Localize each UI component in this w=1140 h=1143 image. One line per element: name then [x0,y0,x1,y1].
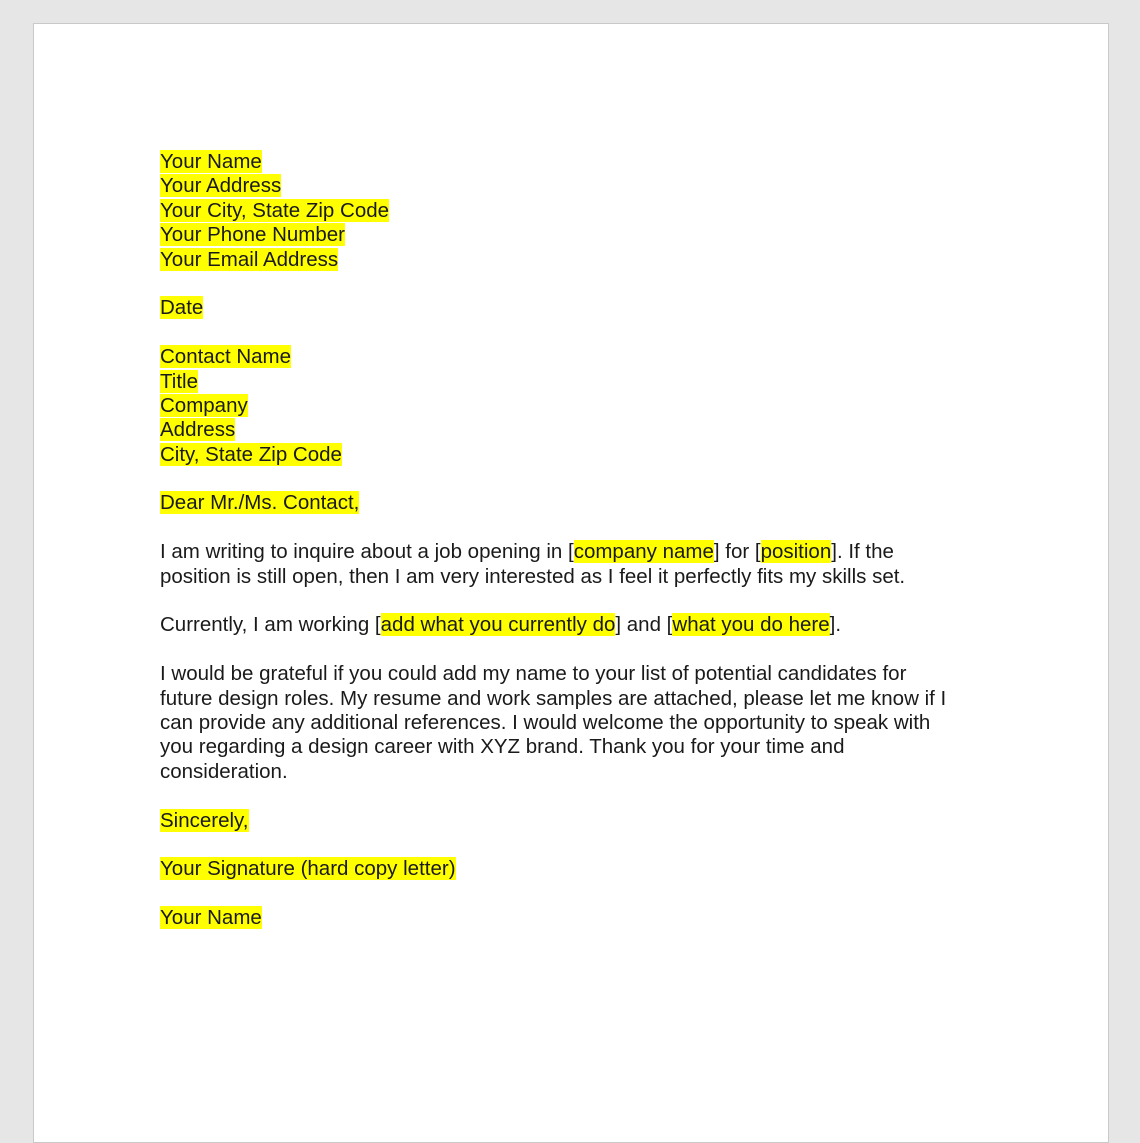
sender-phone-line [160,223,990,247]
sender-email: Your Email Address [160,247,339,271]
paragraph2-line [160,613,990,637]
spacer [160,833,990,857]
paragraph3-line: you regarding a design career with XYZ brand. Thank you for your time and [160,735,845,759]
spacer [160,467,990,491]
paragraph2-text-c: ]. [829,613,842,637]
sender-address-line [160,174,990,198]
signature: Your Signature (hard copy letter) [160,857,456,881]
placeholder-position: position [760,540,832,564]
recipient-company: Company [160,393,248,417]
recipient-title-line [160,370,990,394]
sender-address: Your Address [160,174,282,198]
signoff-name: Your Name [160,906,262,930]
paragraph1-text-c: ]. If the [831,540,894,564]
paragraph3-line: future design roles. My resume and work samples are attached, please let me know if I [160,686,947,710]
paragraph3-line: I would be grateful if you could add my name to your list of potential candidates for [160,662,907,686]
spacer [160,784,990,808]
recipient-address-line [160,418,990,442]
closing: Sincerely, [160,808,249,832]
sender-email-line [160,248,990,272]
spacer [160,638,990,662]
recipient-title: Title [160,369,198,393]
placeholder-company-name: company name [573,540,714,564]
placeholder-current-role: add what you currently do [380,613,616,637]
spacer [160,882,990,906]
paragraph1-line2: position is still open, then I am very interested as I feel it perfectly fits my skills set. [160,564,906,588]
signature-line [160,857,990,881]
recipient-city-line [160,443,990,467]
paragraph2-text-a: Currently, I am working [ [160,613,381,637]
paragraph2-text-b: ] and [ [615,613,673,637]
paragraph3-line: can provide any additional references. I would welcome the opportunity to speak with [160,710,931,734]
date: Date [160,296,204,320]
sender-name: Your Name [160,150,262,173]
salutation: Dear Mr./Ms. Contact, [160,491,360,515]
recipient-city-state-zip: City, State Zip Code [160,442,342,466]
paragraph3-line: consideration. [160,759,288,783]
spacer [160,321,990,345]
spacer [160,516,990,540]
letter-body [160,150,990,931]
sender-city-state-zip: Your City, State Zip Code [160,198,390,222]
spacer [160,589,990,613]
sender-phone: Your Phone Number [160,223,346,247]
placeholder-role-here: what you do here [672,613,830,637]
paragraph1-line1 [160,540,990,564]
date-line [160,296,990,320]
spacer [160,272,990,296]
signoff-name-line [160,906,990,930]
paragraph1-text-b: ] for [ [713,540,761,564]
recipient-company-line [160,394,990,418]
closing-line [160,809,990,833]
sender-name-line [160,150,990,174]
paragraph1-text-a: I am writing to inquire about a job opening in [ [160,540,574,564]
recipient-address: Address [160,418,236,442]
sender-city-line [160,199,990,223]
document-page [33,23,1109,1143]
recipient-contact-name: Contact Name [160,345,292,369]
salutation-line [160,491,990,515]
recipient-name-line [160,345,990,369]
